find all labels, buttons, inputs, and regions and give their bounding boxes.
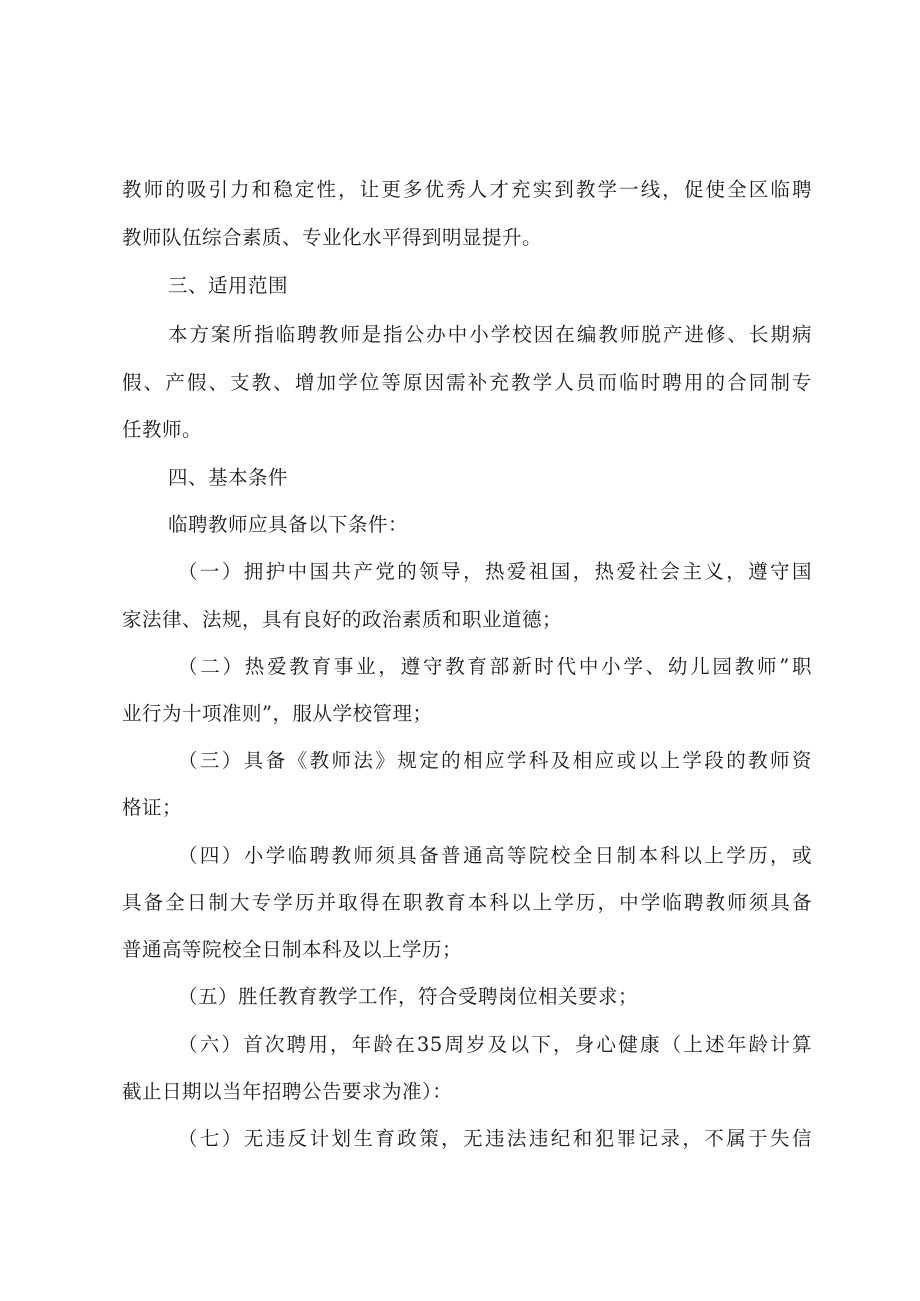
paragraph-line-4: 本方案所指临聘教师是指公办中小学校因在编教师脱产进修、长期病 xyxy=(168,323,812,346)
condition-4-line-2: 具备全日制大专学历并取得在职教育本科以上学历，中学临聘教师须具备 xyxy=(122,891,812,914)
condition-3-line-1: （三）具备《教师法》规定的相应学科及相应或以上学段的教师资 xyxy=(178,749,812,772)
paragraph-line-6: 任教师。 xyxy=(122,418,203,441)
condition-6-line-1: （六）首次聘用，年龄在35周岁及以下，身心健康（上述年龄计算 xyxy=(178,1033,812,1056)
condition-2-line-1: （二）热爱教育事业，遵守教育部新时代中小学、幼儿园教师”职 xyxy=(178,655,812,678)
paragraph-line-8: 临聘教师应具备以下条件： xyxy=(168,513,409,536)
condition-4-line-3: 普通高等院校全日制本科及以上学历； xyxy=(122,938,463,961)
condition-1-line-2: 家法律、法规，具有良好的政治素质和职业道德； xyxy=(122,608,563,631)
condition-5-line-1: （五）胜任教育教学工作，符合受聘岗位相关要求； xyxy=(178,985,639,1008)
condition-1-line-1: （一）拥护中国共产党的领导，热爱祖国，热爱社会主义，遵守国 xyxy=(178,560,812,583)
condition-4-line-1: （四）小学临聘教师须具备普通高等院校全日制本科以上学历，或 xyxy=(178,844,812,867)
section-heading-conditions: 四、基本条件 xyxy=(168,466,289,489)
paragraph-line-2: 教师队伍综合素质、专业化水平得到明显提升。 xyxy=(122,226,543,249)
section-heading-scope: 三、适用范围 xyxy=(168,274,289,297)
condition-7-line-1: （七）无违反计划生育政策，无违法违纪和犯罪记录，不属于失信 xyxy=(178,1127,812,1150)
paragraph-line-1: 教师的吸引力和稳定性，让更多优秀人才充实到教学一线，促使全区临聘 xyxy=(122,178,812,201)
condition-3-line-2: 格证； xyxy=(122,796,183,819)
paragraph-line-5: 假、产假、支教、增加学位等原因需补充教学人员而临时聘用的合同制专 xyxy=(122,371,812,394)
condition-2-line-2: 业行为十项准则”，服从学校管理； xyxy=(122,702,433,725)
condition-6-line-2: 截止日期以当年招聘公告要求为准）： xyxy=(122,1080,453,1103)
